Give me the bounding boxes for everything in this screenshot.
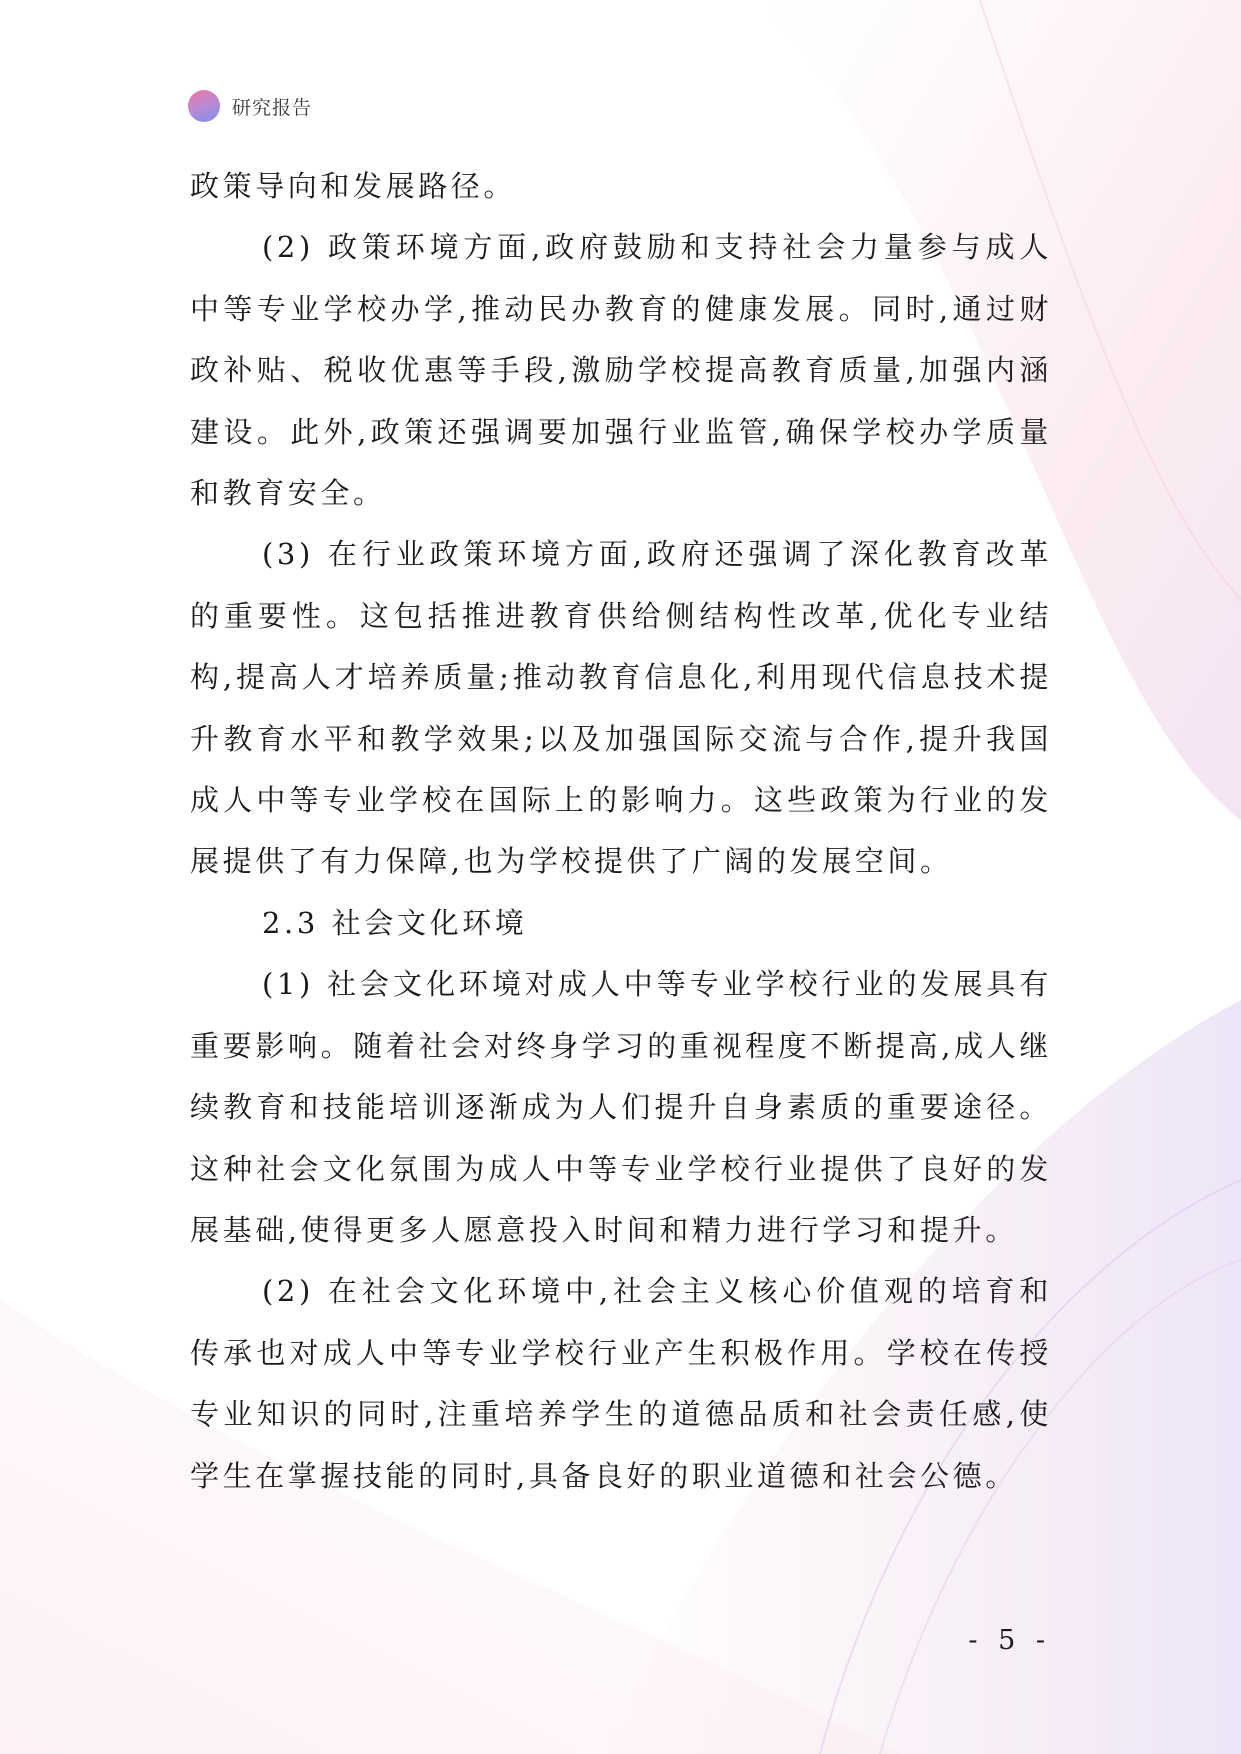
paragraph-continuation: 政策导向和发展路径。: [190, 169, 517, 203]
page-header: [188, 88, 312, 124]
paragraph-social-culture-1: (1) 社会文化环境对成人中等专业学校行业的发展具有重要影响。随着社会对终身学习的重视程度不断提高,成人继续教育和技能培训逐渐成为人们提升自身素质的重要途径。这种社会文化氛围为成人中等专业学校行业提供了良好的发展基础,使得更多人愿意投入时间和精力进行学习和提升。: [190, 967, 1052, 1247]
paragraph-social-culture-2: (2) 在社会文化环境中,社会主义核心价值观的培育和传承也对成人中等专业学校行业产生积极作用。学校在传授专业知识的同时,注重培养学生的道德品质和社会责任感,使学生在掌握技能的同时,具备良好的职业道德和社会公德。: [190, 1274, 1052, 1493]
paragraph-policy-environment: (2) 政策环境方面,政府鼓励和支持社会力量参与成人中等专业学校办学,推动民办教育的健康发展。同时,通过财政补贴、税收优惠等手段,激励学校提高教育质量,加强内涵建设。此外,政策还强调要加强行业监管,确保学校办学质量和教育安全。: [190, 230, 1052, 511]
section-heading: 2.3 社会文化环境: [262, 905, 528, 940]
paragraph-industry-policy: (3) 在行业政策环境方面,政府还强调了深化教育改革的重要性。这包括推进教育供给侧结构性改革,优化专业结构,提高人才培养质量;推动教育信息化,利用现代信息技术提升教育水平和教学效果;以及加强国际交流与合作,提升我国成人中等专业学校在国际上的影响力。这些政策为行业的发展提供了有力保障,也为学校提供了广阔的发展空间。: [190, 537, 1052, 879]
page-number: - 5 -: [968, 1625, 1051, 1656]
header-title: 研究报告: [232, 96, 313, 119]
report-logo-icon: [188, 90, 220, 122]
document-body: [190, 156, 1052, 1507]
